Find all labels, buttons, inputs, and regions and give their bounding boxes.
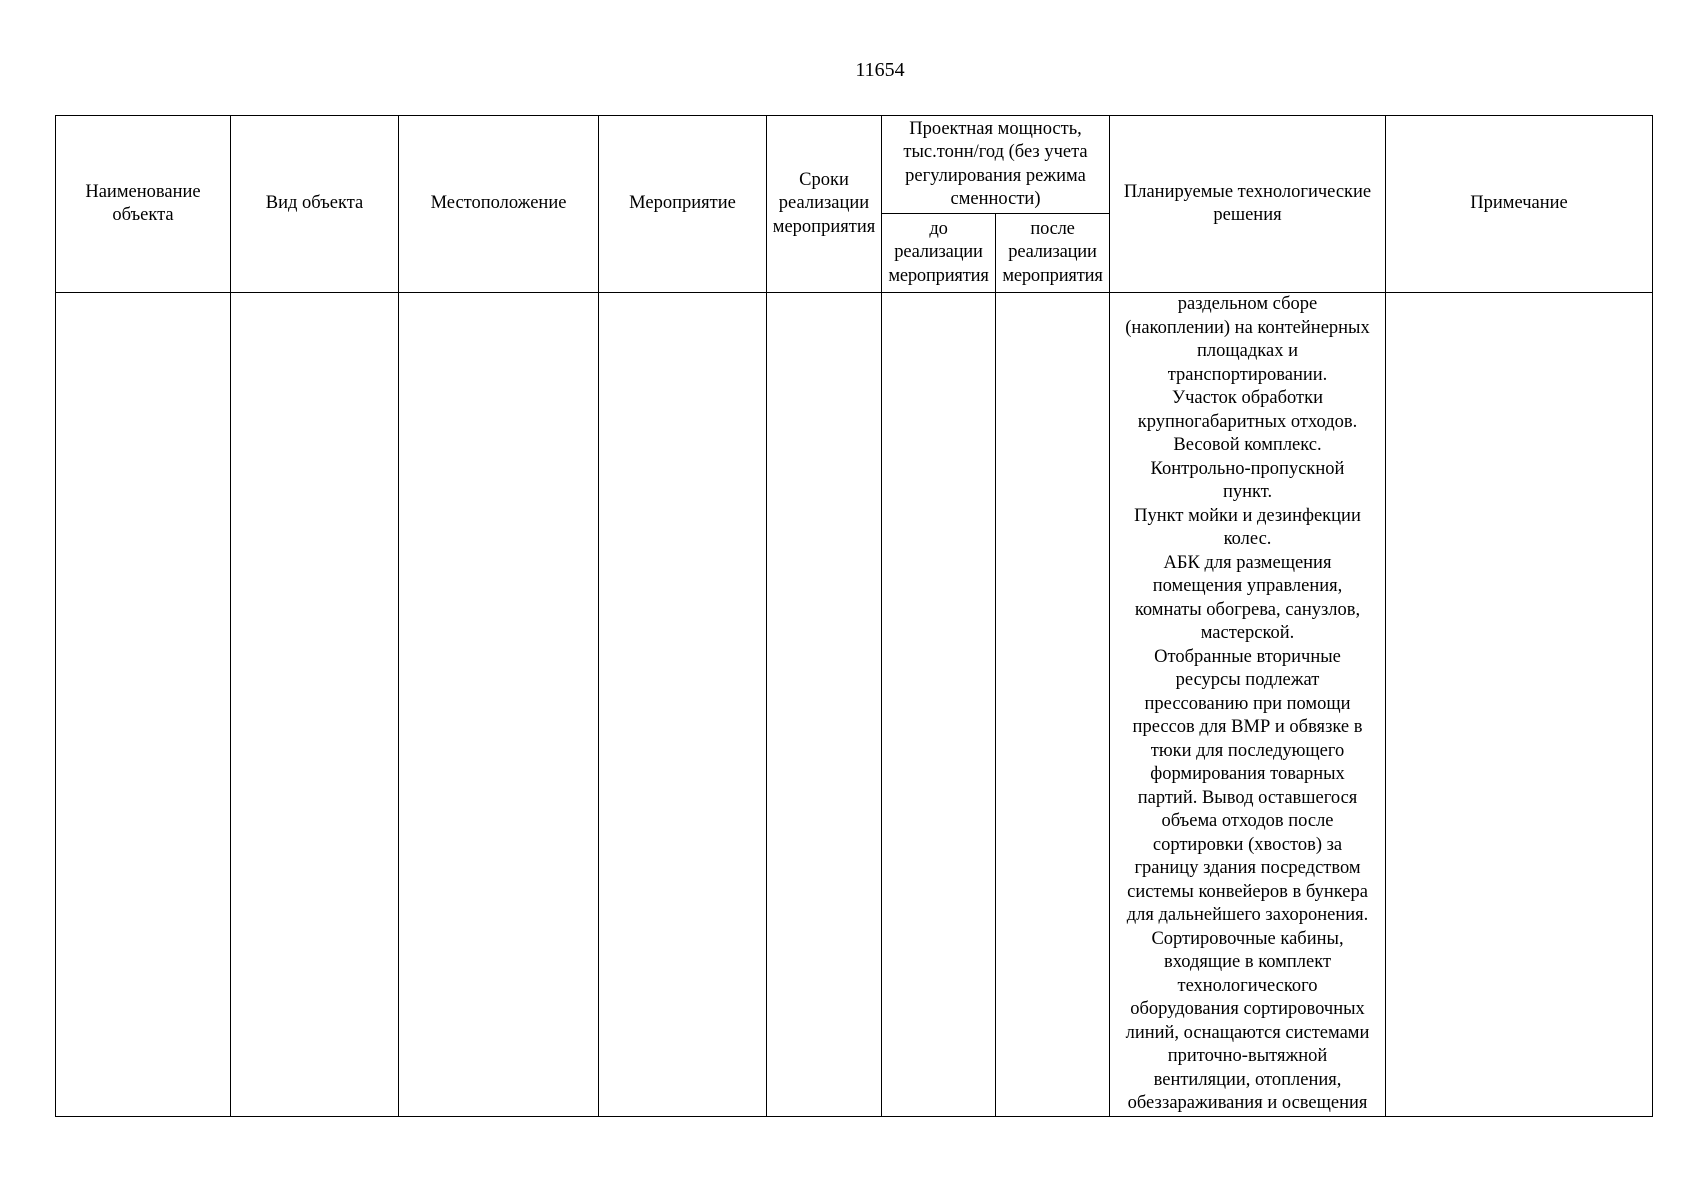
solutions-line: Весовой комплекс. (1173, 435, 1322, 455)
cell-capacity-after (996, 293, 1110, 1117)
solutions-line: линий, оснащаются системами (1125, 1022, 1370, 1043)
header-object-name: Наименование объекта (56, 116, 231, 293)
solutions-line: мастерской. (1200, 623, 1295, 643)
header-location: Местоположение (399, 116, 599, 293)
header-measure: Мероприятие (599, 116, 767, 293)
solutions-line: помещения управления, (1152, 576, 1343, 596)
header-planned-solutions: Планируемые технологические решения (1110, 116, 1386, 293)
solutions-line: комнаты обогрева, санузлов, (1134, 599, 1361, 620)
solutions-line: прессов для ВМР и обвязке в (1132, 717, 1363, 737)
table-row (56, 293, 1653, 1117)
cell-note (1386, 293, 1653, 1117)
solutions-line: (накоплении) на контейнерных (1125, 317, 1370, 338)
solutions-line: Сортировочные кабины, (1151, 928, 1344, 949)
header-capacity-after: после реализации мероприятия (996, 214, 1110, 293)
header-note: Примечание (1386, 116, 1653, 293)
header-capacity-before: до реализации мероприятия (882, 214, 996, 293)
solutions-line: крупногабаритных отходов. (1137, 411, 1358, 432)
solutions-line: колес. (1223, 529, 1272, 549)
solutions-line: Отобранные вторичные (1154, 646, 1341, 667)
solutions-line: для дальнейшего захоронения. (1126, 905, 1369, 925)
solutions-line: вентиляции, отопления, (1153, 1069, 1342, 1090)
solutions-line: АБК для размещения (1163, 552, 1332, 573)
cell-object-type (231, 293, 399, 1117)
solutions-line: ресурсы подлежат (1175, 670, 1320, 690)
header-object-type: Вид объекта (231, 116, 399, 293)
solutions-line: приточно-вытяжной (1167, 1046, 1328, 1066)
cell-deadline (767, 293, 882, 1117)
solutions-line: объема отходов после (1161, 811, 1334, 831)
solutions-line: площадках и (1197, 341, 1298, 361)
cell-planned-solutions (1110, 293, 1386, 1117)
solutions-line: транспортировании. (1167, 364, 1328, 385)
solutions-line: раздельном сборе (1177, 294, 1318, 314)
cell-location (399, 293, 599, 1117)
solutions-line: обеззараживания и освещения (1127, 1093, 1368, 1113)
solutions-line: формирования товарных (1150, 764, 1345, 784)
cell-measure (599, 293, 767, 1117)
cell-object-name (56, 293, 231, 1117)
solutions-line: входящие в комплект (1163, 952, 1332, 972)
solutions-line: границу здания посредством (1134, 858, 1361, 878)
solutions-line: Контрольно-пропускной (1150, 458, 1345, 479)
facilities-table (55, 115, 1653, 1117)
solutions-line: технологического (1177, 975, 1318, 996)
solutions-line: пункт. (1222, 482, 1273, 502)
solutions-line: оборудования сортировочных (1130, 999, 1365, 1019)
solutions-line: сортировки (хвостов) за (1152, 834, 1343, 855)
solutions-line: партий. Вывод оставшегося (1137, 787, 1358, 808)
solutions-line: тюки для последующего (1150, 740, 1345, 761)
solutions-line: системы конвейеров в бункера (1127, 881, 1368, 902)
cell-capacity-before (882, 293, 996, 1117)
solutions-line: Пункт мойки и дезинфекции (1134, 505, 1361, 526)
header-design-capacity: Проектная мощность, тыс.тонн/год (без учета регулирования режима сменности) (882, 116, 1110, 214)
solutions-line: прессованию при помощи (1144, 693, 1351, 714)
page-number: 11654 (855, 59, 905, 81)
header-deadline: Сроки реализации мероприятия (767, 116, 882, 293)
solutions-line: Участок обработки (1171, 388, 1324, 408)
